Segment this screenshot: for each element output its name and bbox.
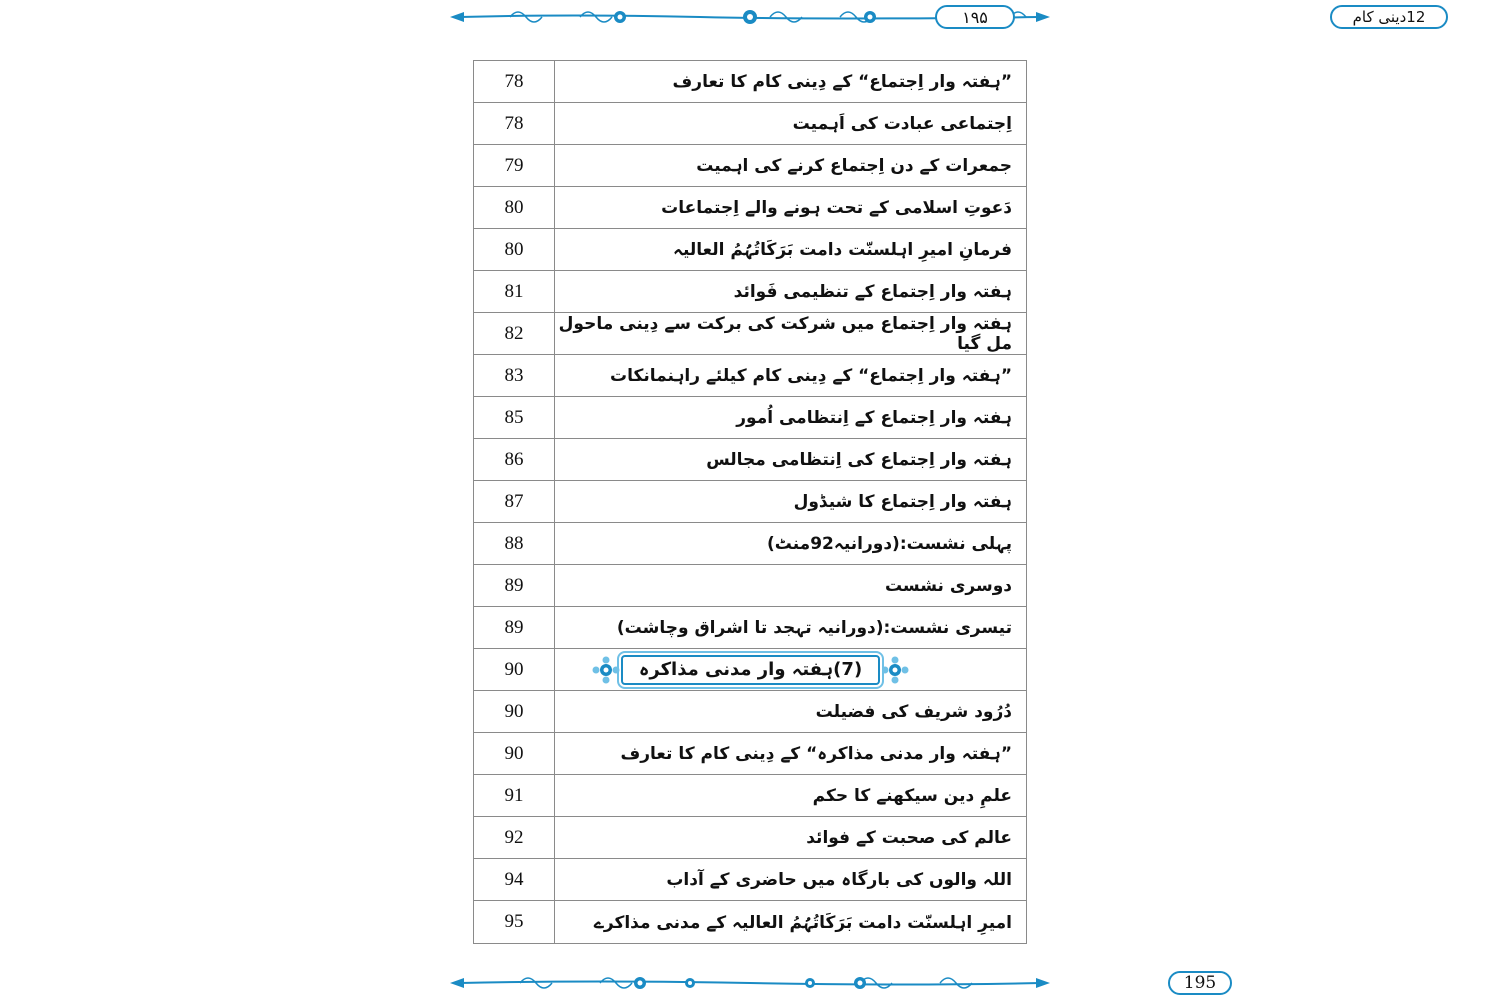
section-heading-banner <box>591 654 910 686</box>
toc-entry-title: ”ہفتہ وار اِجتماع“ کے دِینی کام کیلئے راہنمانکات <box>610 366 1012 386</box>
table-row <box>474 103 1026 145</box>
table-row <box>474 145 1026 187</box>
toc-entry-title: ہفتہ وار اِجتماع میں شرکت کی برکت سے دِینی ماحول مل گیا <box>558 314 1012 354</box>
table-row <box>474 187 1026 229</box>
table-row <box>474 775 1026 817</box>
toc-page-number: 81 <box>474 271 555 312</box>
table-row <box>474 271 1026 313</box>
toc-page-number: 88 <box>474 523 555 564</box>
table-row <box>474 229 1026 271</box>
toc-page-number: 86 <box>474 439 555 480</box>
table-row-section-heading <box>474 649 1026 691</box>
toc-page-number: 90 <box>474 691 555 732</box>
toc-page-number: 90 <box>474 649 555 690</box>
table-row <box>474 691 1026 733</box>
table-row <box>474 817 1026 859</box>
table-row <box>474 859 1026 901</box>
toc-page-number: 87 <box>474 481 555 522</box>
header-ornament <box>450 0 1426 36</box>
toc-page-number: 90 <box>474 733 555 774</box>
toc-page-number: 85 <box>474 397 555 438</box>
toc-page-number: 78 <box>474 103 555 144</box>
flourish-icon <box>591 655 621 685</box>
toc-page-number: 95 <box>474 901 555 943</box>
book-title: 12دینی کام <box>1330 5 1448 29</box>
table-row <box>474 439 1026 481</box>
section-heading-text: (7)ہفتہ وار مدنی مذاکرہ <box>621 655 880 685</box>
table-row <box>474 61 1026 103</box>
toc-page-number: 91 <box>474 775 555 816</box>
toc-page-number: 78 <box>474 61 555 102</box>
toc-entry-title: ”ہفتہ وار مدنی مذاکرہ“ کے دِینی کام کا تعارف <box>620 744 1012 764</box>
toc-entry-title: امیرِ اہلسنّت دامت بَرَکَاتُہُمُ العالیہ کے مدنی مذاکرے <box>593 912 1012 933</box>
footer-page-number: 195 <box>1168 971 1232 995</box>
table-row <box>474 523 1026 565</box>
toc-entry-title: ہفتہ وار اِجتماع کی اِنتظامی مجالس <box>706 450 1012 470</box>
toc-entry-title: اللہ والوں کی بارگاہ میں حاضری کے آداب <box>666 870 1012 890</box>
table-row <box>474 481 1026 523</box>
toc-entry-title: فرمانِ امیرِ اہلسنّت دامت بَرَکَاتُہُمُ العالیہ <box>673 240 1012 260</box>
toc-entry-title: دوسری نشست <box>884 575 1012 596</box>
toc-entry-title: پہلی نشست:(دورانیہ92منٹ) <box>766 534 1012 554</box>
toc-entry-title: علمِ دین سیکھنے کا حکم <box>812 786 1012 806</box>
toc-entry-title: ”ہفتہ وار اِجتماع“ کے دِینی کام کا تعارف <box>672 72 1012 92</box>
footer-ornament <box>450 964 1217 1000</box>
toc-page-number: 94 <box>474 859 555 900</box>
table-row <box>474 313 1026 355</box>
toc-page-number: 80 <box>474 187 555 228</box>
toc-page-number: 79 <box>474 145 555 186</box>
table-row <box>474 733 1026 775</box>
table-row <box>474 901 1026 943</box>
flourish-icon <box>880 655 910 685</box>
table-row <box>474 607 1026 649</box>
toc-page-number: 89 <box>474 565 555 606</box>
toc-page-number: 92 <box>474 817 555 858</box>
toc-entry-title: تیسری نشست:(دورانیہ تہجد تا اشراق وچاشت) <box>616 618 1012 638</box>
toc-entry-title: اِجتماعی عبادت کی اَہمیت <box>792 114 1012 134</box>
toc-entry-title: ہفتہ وار اِجتماع کا شیڈول <box>793 492 1012 512</box>
toc-page-number: 89 <box>474 607 555 648</box>
table-row <box>474 565 1026 607</box>
toc-page-number: 83 <box>474 355 555 396</box>
page-number-arabic: ۱۹۵ <box>935 5 1015 29</box>
toc-entry-title: جمعرات کے دن اِجتماع کرنے کی اہمیت <box>696 156 1012 176</box>
table-row <box>474 355 1026 397</box>
toc-entry-title: دُرُود شریف کی فضیلت <box>815 701 1012 722</box>
footer-vine-ornament <box>450 964 1050 1000</box>
toc-table <box>473 60 1027 944</box>
toc-page-number: 82 <box>474 313 555 354</box>
toc-page-number: 80 <box>474 229 555 270</box>
toc-entry-title: ہفتہ وار اِجتماع کے تنظیمی فَوائد <box>733 282 1012 302</box>
toc-entry-title: عالم کی صحبت کے فوائد <box>806 828 1012 848</box>
table-row <box>474 397 1026 439</box>
toc-entry-title: ہفتہ وار اِجتماع کے اِنتظامی اُمور <box>736 408 1012 428</box>
toc-entry-title: دَعوتِ اسلامی کے تحت ہونے والے اِجتماعات <box>661 198 1012 218</box>
